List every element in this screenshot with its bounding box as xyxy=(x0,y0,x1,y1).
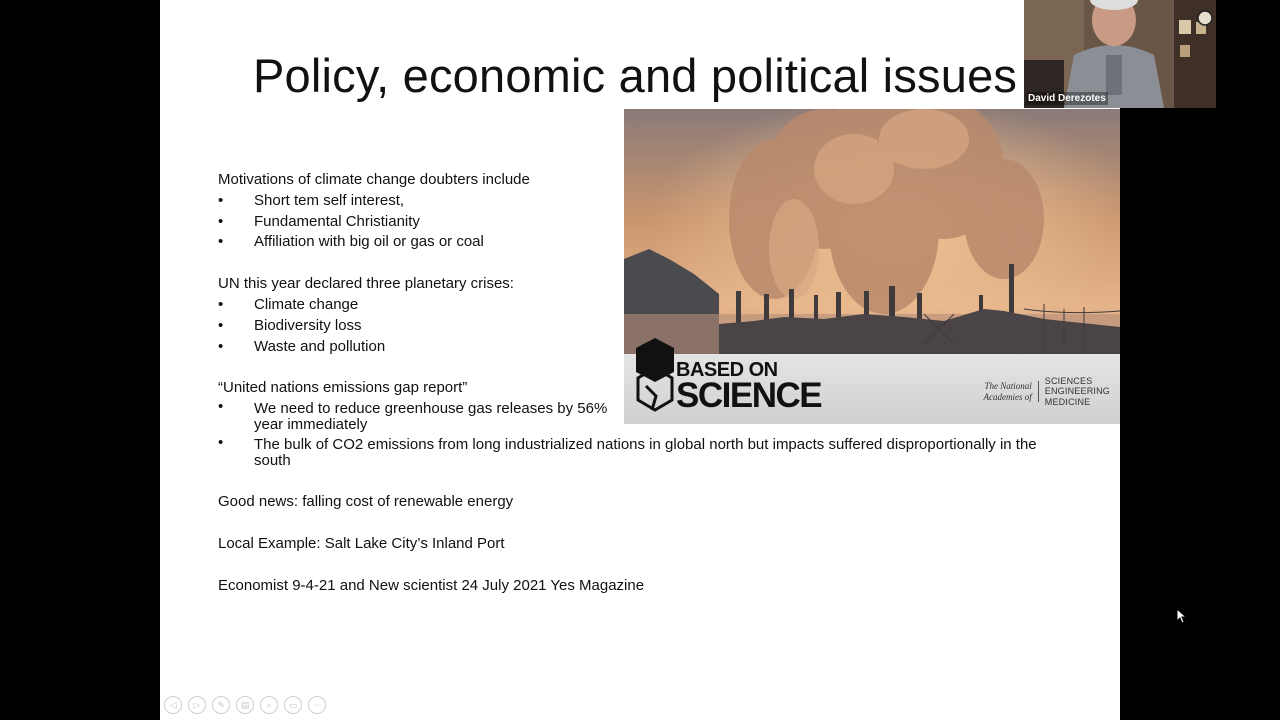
section-heading: Motivations of climate change doubters include xyxy=(218,171,530,188)
pen-tool-button[interactable]: ✎ xyxy=(212,696,230,714)
webcam-video-tile[interactable] xyxy=(1024,0,1216,108)
bullet-icon: • xyxy=(218,337,224,355)
bullet-icon: • xyxy=(218,434,224,452)
subtitles-button[interactable]: ▭ xyxy=(284,696,302,714)
slide-title: Policy, economic and political issues xyxy=(253,49,1018,102)
bullet-icon: • xyxy=(218,398,224,416)
hexagon-logo-icon xyxy=(634,338,676,420)
next-slide-button[interactable]: ▷ xyxy=(188,696,206,714)
bullet-item: • Biodiversity loss xyxy=(218,316,1098,337)
bullet-item: • Short tem self interest, xyxy=(218,191,1098,212)
bullet-item: • Waste and pollution xyxy=(218,337,1098,358)
bullet-item: • We need to reduce greenhouse gas releases by 56% year immediately xyxy=(218,398,608,434)
section-heading: UN this year declared three planetary crises: xyxy=(218,275,514,293)
banner-title: BASED ON SCIENCE xyxy=(676,359,822,415)
more-options-button[interactable]: ⋯ xyxy=(308,696,326,714)
bullet-item: • The bulk of CO2 emissions from long industrialized nations in global north but impacts suffered disproportionally in the south xyxy=(218,434,1037,470)
national-academies-logo: The National Academies of SCIENCES ENGINEERING MEDICINE xyxy=(983,376,1110,407)
bullet-icon: • xyxy=(218,316,224,334)
mouse-cursor-icon xyxy=(1176,608,1186,624)
bullet-icon: • xyxy=(218,233,224,251)
bullet-icon: • xyxy=(218,212,224,230)
bullet-item: • Climate change xyxy=(218,295,1098,316)
slideshow-controls xyxy=(164,696,326,714)
smokestack-photo xyxy=(624,109,1120,354)
bullet-item: • Affiliation with big oil or gas or coal xyxy=(218,232,1098,253)
power-plant-image xyxy=(624,109,1120,424)
slide xyxy=(160,0,1120,720)
previous-slide-button[interactable]: ◁ xyxy=(164,696,182,714)
good-news-text: Good news: falling cost of renewable energy xyxy=(218,493,514,511)
bullet-icon: • xyxy=(218,295,224,313)
bullet-icon: • xyxy=(218,191,224,209)
zoom-button[interactable]: ⌕ xyxy=(260,696,278,714)
bullet-item: • Fundamental Christianity xyxy=(218,212,1098,233)
sources-text: Economist 9-4-21 and New scientist 24 July 2021 Yes Magazine xyxy=(218,576,645,594)
based-on-science-banner xyxy=(624,354,1120,424)
local-example-text: Local Example: Salt Lake City’s Inland Port xyxy=(218,534,505,552)
slides-overview-button[interactable]: ▤ xyxy=(236,696,254,714)
section-heading: “United nations emissions gap report” xyxy=(218,379,468,397)
participant-name-label: David Derezotes xyxy=(1028,93,1106,104)
